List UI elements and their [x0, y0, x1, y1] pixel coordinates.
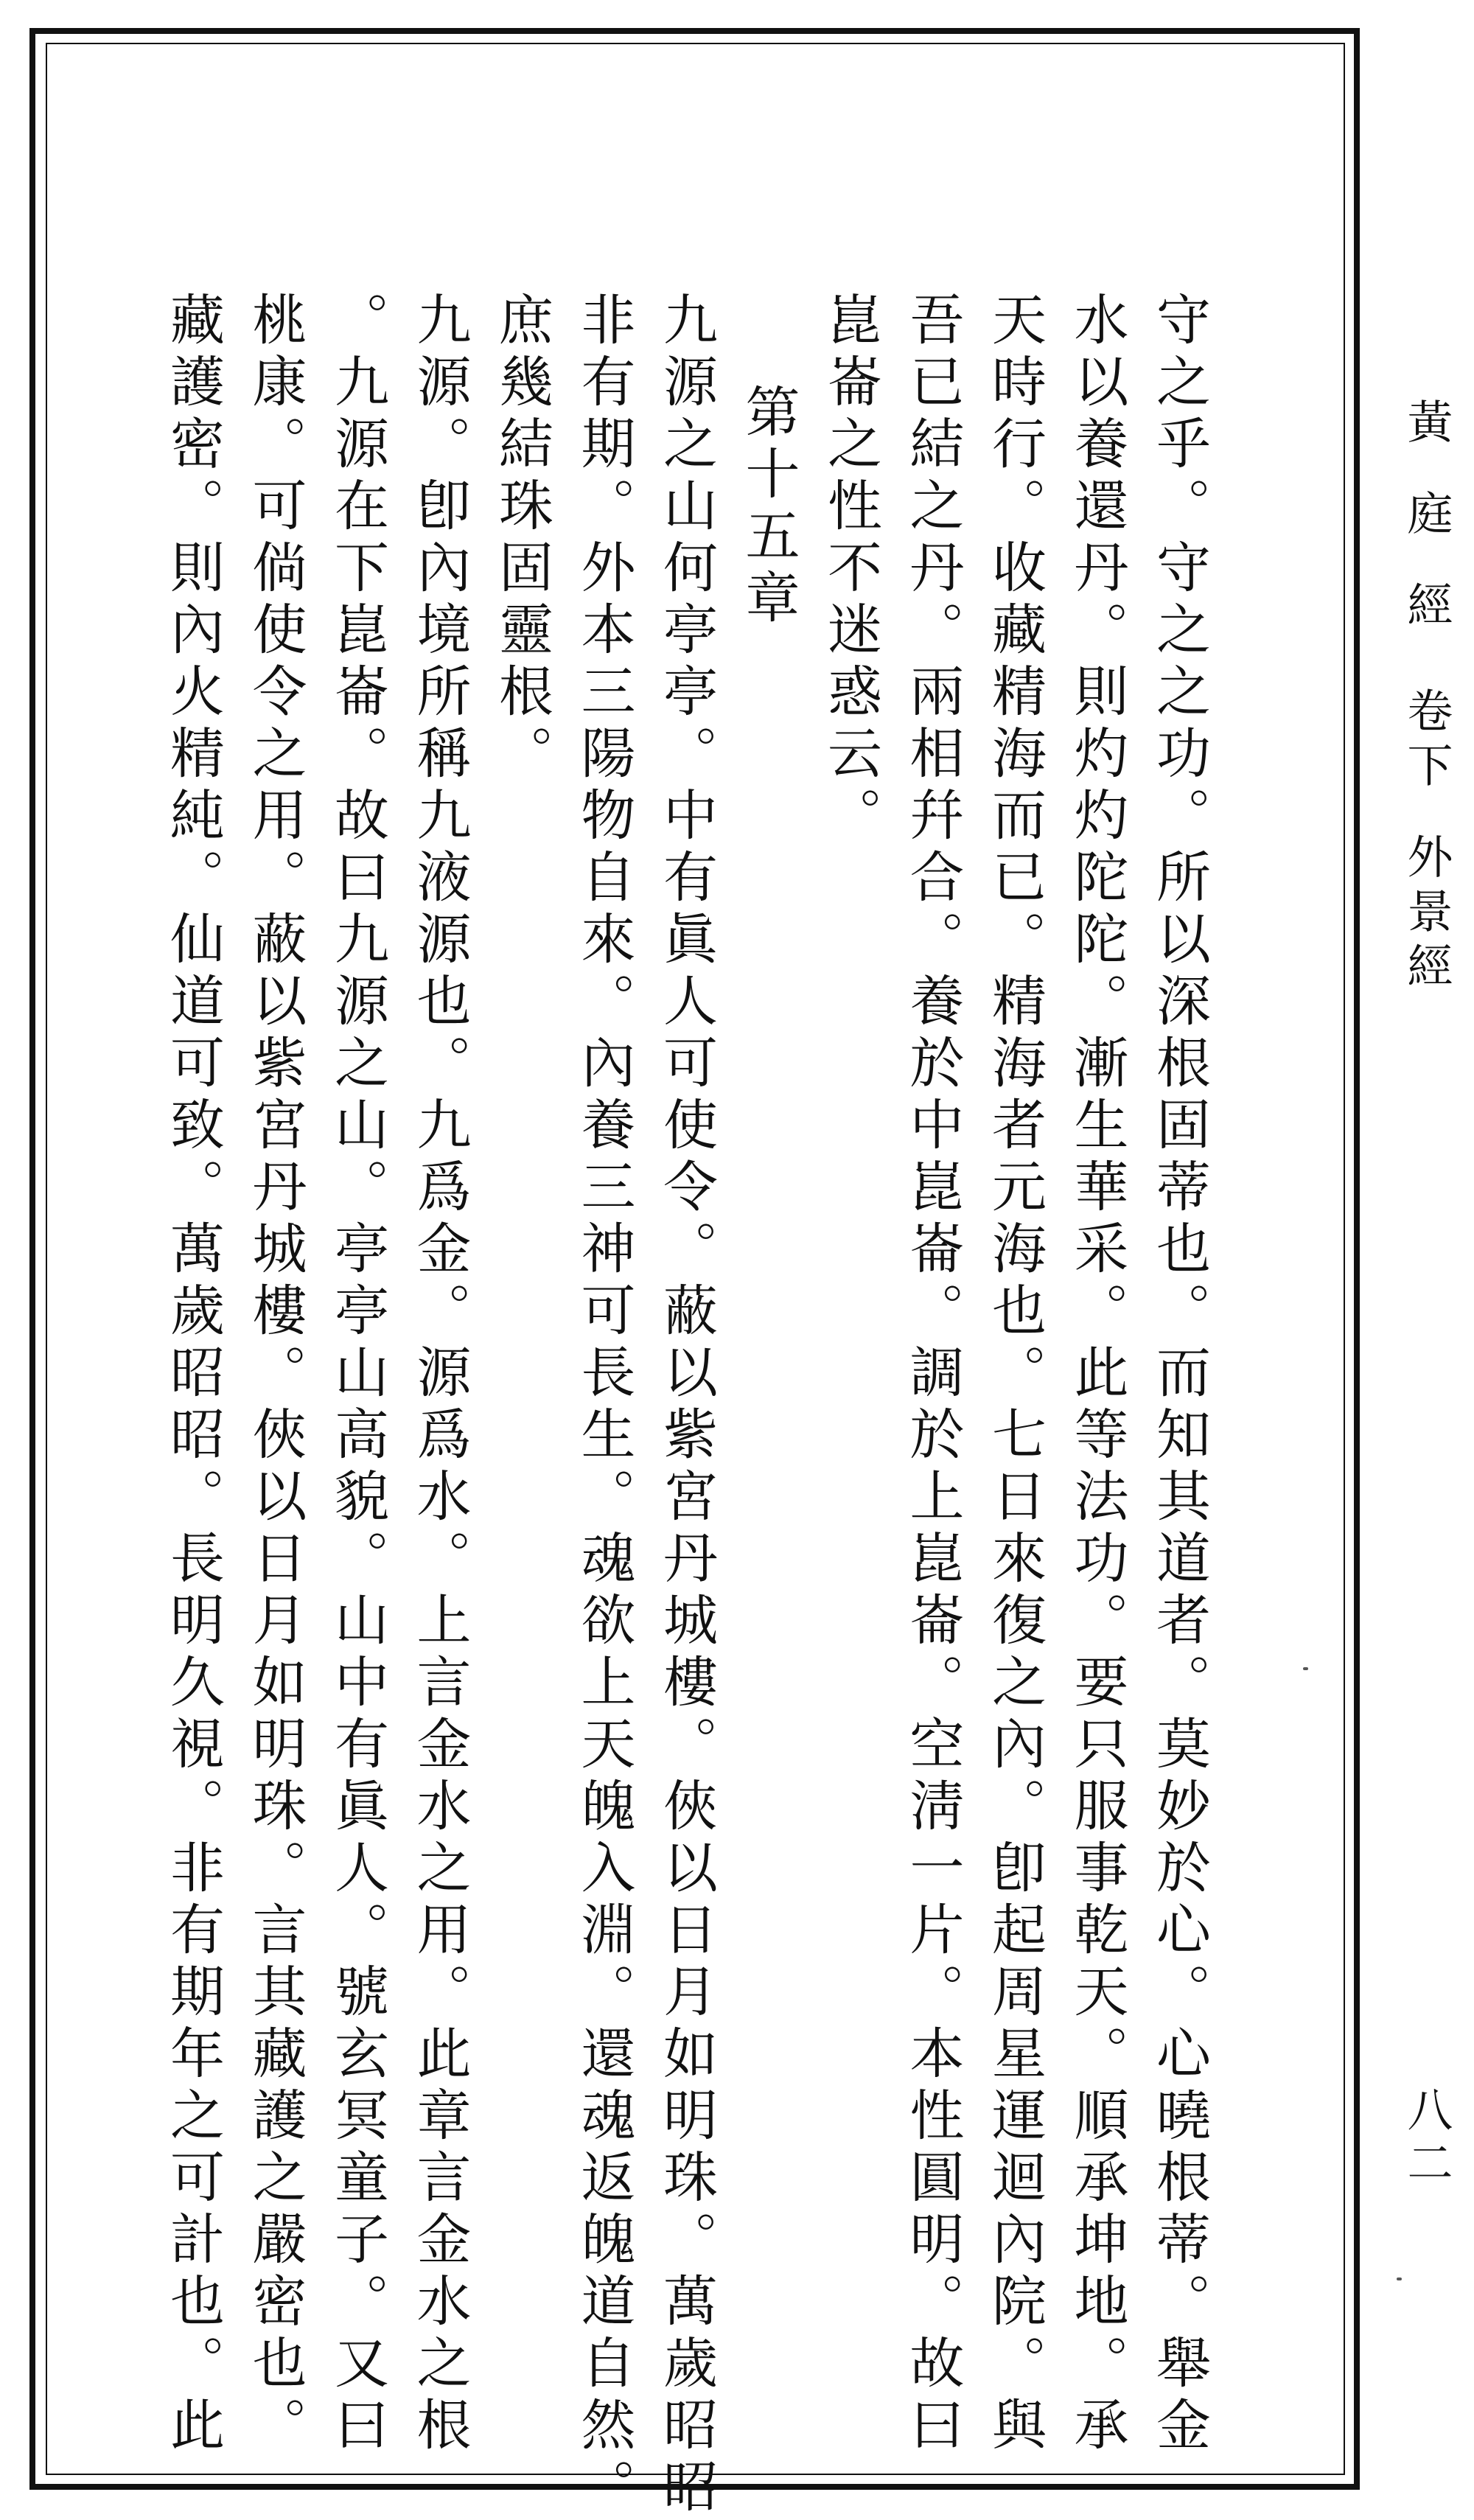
- section-label: 外景經: [1400, 833, 1453, 997]
- text-column: 守之乎。守之之功。所以深根固蒂也。而知其道者。莫妙於心。心曉根蒂。舉金: [1148, 291, 1211, 2458]
- text-column: 藏護密。則內火精純。仙道可致。萬歲昭昭。長明久視。非有期年之可計也。此: [161, 291, 225, 2458]
- ink-speck: [1397, 2278, 1402, 2280]
- running-header: [1397, 398, 1456, 997]
- text-column: 水以養還丹。則灼灼陀陀。漸生華采。此等法功。要只服事乾天。順承坤地。承: [1065, 291, 1129, 2458]
- text-column: 非有期。外本三陽物自來。內養三神可長生。魂欲上天魄入淵。還魂返魄道自然。: [572, 291, 636, 2520]
- text-column: 庶幾結珠固靈根。: [490, 291, 553, 786]
- text-column: 桃康。可倘使令之用。蔽以紫宮丹城樓。俠以日月如明珠。言其藏護之嚴密也。: [243, 291, 307, 2458]
- page-number: 八二: [1400, 2086, 1453, 2192]
- text-column: 吾已結之丹。兩相幷合。養於中崑崙。調於上崑崙。空淸一片。本性圓明。故曰: [901, 291, 965, 2458]
- text-column: 九源之山何亭亭。中有眞人可使令。蔽以紫宮丹城樓。俠以日月如明珠。萬歲昭昭: [654, 291, 718, 2520]
- main-text: [161, 291, 1220, 2520]
- chapter-heading: 第十五章: [736, 383, 800, 631]
- volume-label: 卷下: [1400, 687, 1453, 796]
- text-column: 。九源在下崑崙。故曰九源之山。亭亭山高貌。山中有眞人。號玄冥童子。又曰: [326, 291, 389, 2458]
- text-column: 崑崙之性不迷惑云。: [819, 291, 882, 848]
- book-title: 黃庭經: [1400, 398, 1453, 672]
- text-column: 九源。卽內境所稱九液源也。九爲金。源爲水。上言金水之用。此章言金水之根: [408, 291, 472, 2458]
- ink-speck: [1303, 1667, 1308, 1670]
- text-column: 天時行。收藏精海而已。精海者元海也。七日來復之內。卽起周星運迴內院。與: [983, 291, 1047, 2458]
